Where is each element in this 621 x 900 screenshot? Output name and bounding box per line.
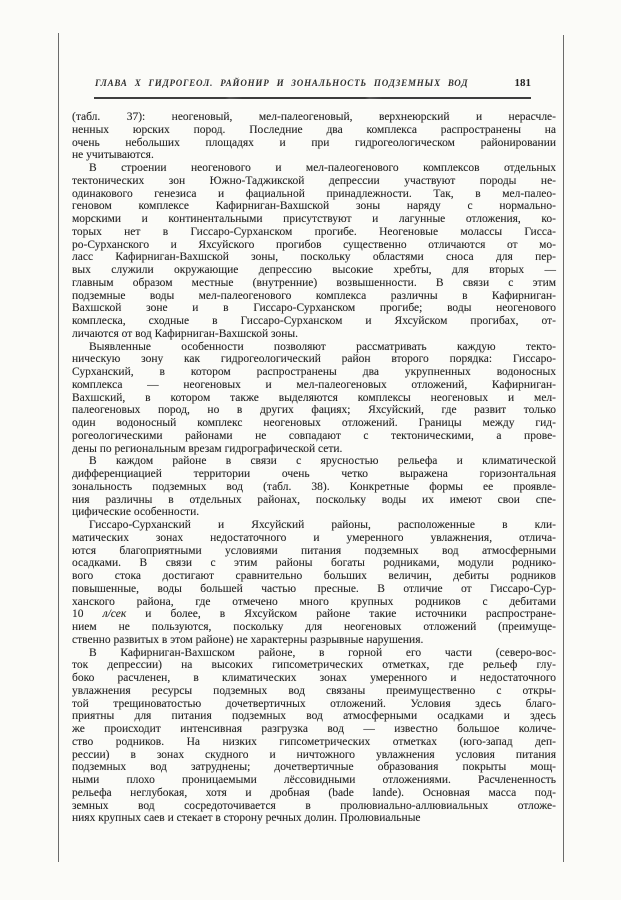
text-line: цифические особенности. <box>72 506 200 519</box>
text-line: зональность подземных вод (табл. 38). Конкретные формы ее проявле- <box>72 480 556 493</box>
text-line: ниях крупных саев и стекает в сторону речных долин. Пролювиальные <box>72 812 421 825</box>
page-edge-line-left <box>58 33 59 862</box>
body-text <box>72 111 556 825</box>
text-line: Гиссаро-Сурханский и Яхсуйский районы, расположенные в кли- <box>89 519 556 531</box>
paragraph <box>72 647 556 826</box>
text-line: рельефа неглубокая, хотя и дробная (bade lande). Основная масса под- <box>72 786 556 799</box>
text-line: тектонических зон Южно-Таджикской депрессии участвуют породы не- <box>72 174 556 187</box>
text-line: не учитываются. <box>72 149 154 162</box>
text-line: рессии) в зонах скудного и ничтожного увлажнения условия питания <box>72 748 556 761</box>
text-line: нием не пользуются, поскольку для неогеновых отложений (преимуще- <box>72 621 556 633</box>
text-line: вых служили окружающие депрессию высокие хребты, для вторых — <box>72 264 556 276</box>
text-segment: и более, в Яхсуйском районе такие источники распростране- <box>126 608 557 621</box>
paragraph <box>72 341 556 456</box>
text-line: повышенные, воды большей частью пресные. В отличие от Гиссаро-Сур- <box>72 582 556 595</box>
text-line: комплекса — неогеновых и мел-палеогеновых отложений, Кафирниган- <box>72 378 556 391</box>
text-line: ство родников. На низких гипсометрических отметках (юго-запад деп- <box>72 735 556 748</box>
text-line: ток депрессии) на высоких гипсометрических отметках, где рельеф глу- <box>72 659 556 672</box>
chapter-running-title: ГЛАВА X ГИДРОГЕОЛ. РАЙОНИР И ЗОНАЛЬНОСТЬ ПОДЗЕМНЫХ ВОД <box>95 78 469 88</box>
text-line: подземные воды мел-палеогенового комплекса различны в Кафирниган- <box>72 289 556 302</box>
text-line: Сурханский, в котором распространены два укрупненных водоносных <box>72 366 556 378</box>
page-number: 181 <box>514 77 531 89</box>
text-line: комплеска, сходные в Гиссаро-Сурханском и Яхсуйском прогибах, от- <box>72 315 556 327</box>
text-line: палеогеновых пород, но в других фациях; Яхсуйский, где развит только <box>72 404 556 417</box>
text-line: один водоносный комплекс неогеновых отложений. Границы между гид- <box>72 417 556 429</box>
text-line: морскими и континентальными присутствуют и лагунные отложения, ко- <box>72 213 556 225</box>
text-line: Выявленные особенности позволяют рассматривать каждую текто- <box>89 340 556 353</box>
text-line: Вахшской зоне и в Гиссаро-Сурханском прогибе; воды неогенового <box>72 302 556 315</box>
text-line: В каждом районе в связи с ярусностью рельефа и климатической <box>89 455 556 468</box>
text-line: ственно развитых в этом районе) не характерны разрывные нарушения. <box>72 633 424 646</box>
text-line: дены по региональным врезам гидрографической сети. <box>72 442 343 455</box>
text-line: В строении неогенового и мел-палеогенового комплексов отдельных <box>89 162 556 174</box>
text-line: матических зонах недостаточного и умеренного увлажнения, отлича- <box>72 531 556 544</box>
text-line: (табл. 37): неогеновый, мел-палеогеновый, верхнеюрский и нерасчле- <box>72 111 556 123</box>
text-line: ническую зону как гидрогеологический район второго порядка: Гиссаро- <box>72 353 556 366</box>
text-line: увлажнения ресурсы подземных вод связаны преимущественно с откры- <box>72 684 556 697</box>
text-line: ными плохо проницаемыми лёссовидными отложениями. Расчлененность <box>72 774 556 786</box>
text-line: личаются от вод Кафирниган-Вахшской зоны. <box>72 327 298 340</box>
text-line: той трещиноватостью дочетвертичных отложений. Условия здесь благо- <box>72 697 556 710</box>
text-line: дифференциацией территории очень четко выражена горизонтальная <box>72 468 556 480</box>
text-line: ро-Сурханского и Яхсуйского прогибов существенно отличаются от мо- <box>72 238 556 251</box>
text-line: боко расчленен, в климатических зонах умеренного и недостаточного <box>72 672 556 684</box>
paragraph <box>72 111 556 162</box>
text-line: земных вод сосредоточивается в пролювиально-аллювиальных отложе- <box>72 799 556 812</box>
text-line: вого стока достигают сравнительно больших величин, дебиты родников <box>72 570 556 582</box>
text-line: приятны для питания подземных вод атмосферными осадками и здесь <box>72 710 556 723</box>
running-head <box>95 77 531 89</box>
text-line: геновом комплексе Кафирниган-Вахшской зоны наряду с нормально- <box>72 200 556 213</box>
text-segment: 10 <box>72 608 103 621</box>
text-line: подземных вод затруднены; дочетвертичные образования покрыты мощ- <box>72 761 556 774</box>
text-line: торых нет в Гиссаро-Сурханском прогибе. Неогеновые молассы Гисса- <box>72 225 556 238</box>
page-edge-line-right <box>563 35 564 862</box>
text-line: В Кафирниган-Вахшском районе, в горной его части (северо-вос- <box>89 646 556 659</box>
text-line: ния различны в отдельных районах, поскольку воды их имеют свои спе- <box>72 493 556 506</box>
italic-text-segment: л/сек <box>102 608 127 621</box>
text-line: ласс Кафирниган-Вахшской зоны, поскольку областями сноса для пер- <box>72 251 556 264</box>
text-line: главным образом местные (внутренние) возвышенности. В связи с этим <box>72 276 556 289</box>
text-line: очень небольших площадях и при гидрогеологическом районировании <box>72 136 556 149</box>
text-line: ются благоприятными условиями питания подземных вод атмосферными <box>72 544 556 557</box>
text-line: ханского района, где отмечено много крупных родников с дебитами <box>72 595 556 608</box>
paragraph <box>72 162 556 341</box>
text-line <box>72 608 556 621</box>
text-line: ненных юрских пород. Последние два комплекса распространены на <box>72 123 556 136</box>
paragraph <box>72 519 556 647</box>
text-line: рогеологическими районами не совпадают с тектоническими, а прове- <box>72 429 556 442</box>
text-line: же происходит интенсивная разгрузка вод — известно большое количе- <box>72 723 556 735</box>
text-line: осадками. В связи с этим районы богаты родниками, модули роднико- <box>72 557 556 570</box>
header-rule-divider <box>94 97 531 99</box>
text-line: одинакового генезиса и фациальной принадлежности. Так, в мел-палео- <box>72 187 556 200</box>
paragraph <box>72 455 556 519</box>
text-line: Вахшский, в котором также выделяются комплексы неогеновых и мел- <box>72 391 556 404</box>
